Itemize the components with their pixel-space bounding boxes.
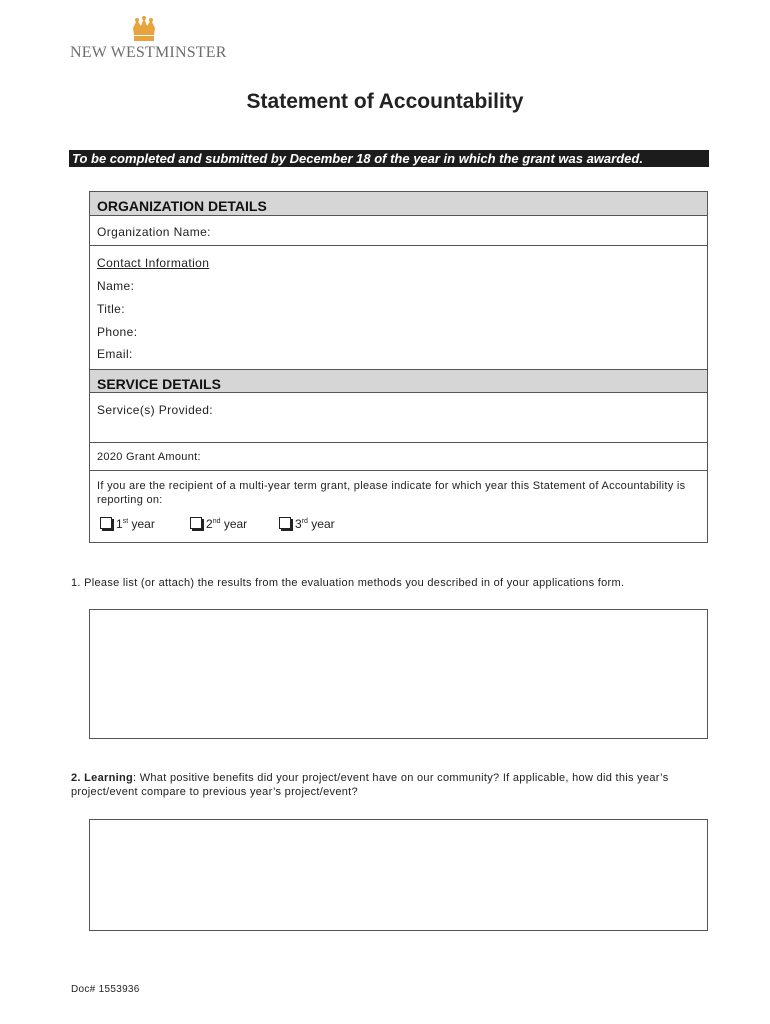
divider (90, 245, 707, 246)
contact-phone-field[interactable]: Phone: (97, 325, 138, 339)
service-details-header: SERVICE DETAILS (90, 369, 707, 393)
divider (90, 442, 707, 443)
question-2-answer-box[interactable] (89, 819, 708, 931)
organization-name-field[interactable]: Organization Name: (97, 225, 211, 239)
multi-year-instructions: If you are the recipient of a multi-year term grant, please indicate for which year this Statement of Accountability is reporting on: (97, 480, 686, 506)
organization-details-header: ORGANIZATION DETAILS (90, 192, 707, 216)
question-1-answer-box[interactable] (89, 609, 708, 739)
crown-icon (129, 16, 159, 44)
deadline-banner: To be completed and submitted by December 18 of the year in which the grant was awarded. (69, 150, 709, 167)
divider (90, 470, 707, 471)
checkbox-icon[interactable] (100, 517, 112, 529)
contact-title-field[interactable]: Title: (97, 302, 125, 316)
grant-amount-field[interactable]: 2020 Grant Amount: (97, 451, 201, 463)
question-2: 2. Learning: What positive benefits did your project/event have on our community? If applicable, how did this year’s project/event compare to previous year’s project/event? (71, 772, 669, 798)
year-option-1[interactable]: 1st year (100, 517, 155, 533)
contact-information-heading: Contact Information (97, 256, 210, 270)
contact-name-field[interactable]: Name: (97, 279, 135, 293)
logo-text: NEW WESTMINSTER (70, 44, 227, 61)
new-westminster-logo (70, 14, 227, 64)
services-provided-field[interactable]: Service(s) Provided: (97, 403, 214, 417)
year-option-2[interactable]: 2nd year (190, 517, 247, 533)
checkbox-icon[interactable] (190, 517, 202, 529)
details-form (89, 191, 708, 543)
year-option-3[interactable]: 3rd year (279, 517, 335, 533)
document-number: Doc# 1553936 (71, 984, 140, 995)
document-title: Statement of Accountability (246, 90, 524, 113)
checkbox-icon[interactable] (279, 517, 291, 529)
contact-email-field[interactable]: Email: (97, 347, 133, 361)
learning-label: Learning (84, 772, 133, 784)
question-1: 1. Please list (or attach) the results from the evaluation methods you described in of your applications form. (71, 577, 625, 589)
